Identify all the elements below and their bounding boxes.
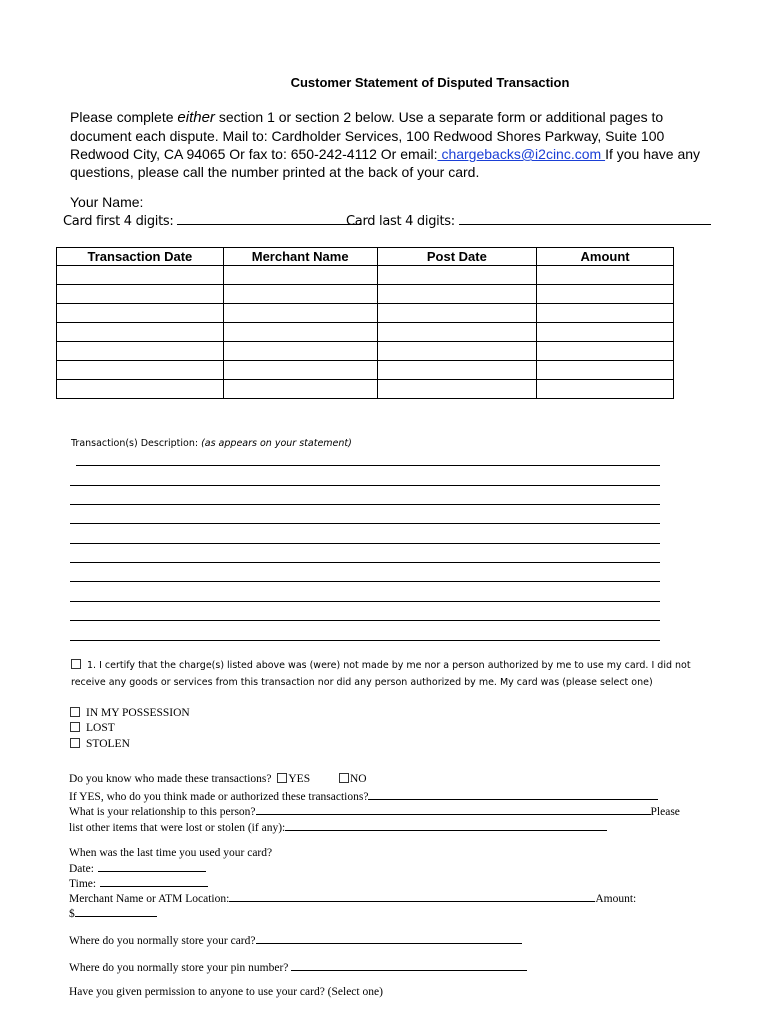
description-hint: (as appears on your statement) xyxy=(201,438,352,449)
description-line[interactable] xyxy=(76,465,660,466)
relationship-question: What is your relationship to this person? Please xyxy=(69,806,680,818)
list-other-question: list other items that were lost or stolen (if any): xyxy=(69,820,607,834)
store-pin-question: Where do you normally store your pin number? xyxy=(69,960,527,974)
table-cell[interactable] xyxy=(537,285,674,304)
table-cell[interactable] xyxy=(223,304,377,323)
description-line[interactable] xyxy=(70,485,660,486)
merchant-line[interactable] xyxy=(229,891,595,902)
date-line[interactable] xyxy=(98,861,206,872)
description-label: Transaction(s) Description: (as appears on your statement) xyxy=(71,438,352,449)
description-line[interactable] xyxy=(70,601,660,602)
your-name-label: Your Name: xyxy=(70,194,144,210)
header-transaction-date: Transaction Date xyxy=(57,248,224,266)
table-cell[interactable] xyxy=(57,323,224,342)
table-row xyxy=(57,361,674,380)
card-last-digits-field[interactable]: Card last 4 digits: xyxy=(346,212,711,229)
header-amount: Amount xyxy=(537,248,674,266)
description-line[interactable] xyxy=(70,620,660,621)
table-cell[interactable] xyxy=(377,323,537,342)
yes-checkbox[interactable] xyxy=(277,773,287,783)
certify-statement: 1. I certify that the charge(s) listed above was (were) not made by me nor a person authorized by me to use my card. I did not receive any goods or services from this transaction nor did any person authorized by me. My card was (please select one) xyxy=(71,660,691,688)
checkbox[interactable] xyxy=(70,738,80,748)
table-cell[interactable] xyxy=(377,304,537,323)
time-field: Time: xyxy=(69,876,208,890)
table-cell[interactable] xyxy=(537,266,674,285)
no-option[interactable]: NO xyxy=(339,773,367,785)
table-cell[interactable] xyxy=(57,304,224,323)
table-row xyxy=(57,380,674,399)
checkbox[interactable] xyxy=(70,707,80,717)
description-line[interactable] xyxy=(70,523,660,524)
store-card-question: Where do you normally store your card? xyxy=(69,933,522,947)
table-cell[interactable] xyxy=(223,285,377,304)
transactions-table xyxy=(56,247,674,399)
date-field: Date: xyxy=(69,861,206,875)
merchant-field: Merchant Name or ATM Location: Amount: xyxy=(69,893,637,905)
relationship-line[interactable] xyxy=(256,804,651,815)
description-line[interactable] xyxy=(70,504,660,505)
form-title: Customer Statement of Disputed Transaction xyxy=(290,75,570,90)
table-cell[interactable] xyxy=(537,323,674,342)
no-checkbox[interactable] xyxy=(339,773,349,783)
know-who-question: Do you know who made these transactions? YES xyxy=(69,773,311,785)
status-option-possession[interactable]: IN MY POSSESSION xyxy=(70,707,190,719)
intro-paragraph: Please complete either section 1 or section 2 below. Use a separate form or additional pages to document each dispute. Mail to: Cardholder Services, 100 Redwood Shores Parkway, Suite 100 Redwood City, CA 94065 Or fax to: 650-242-4112 Or email: chargebacks@i2cinc.com If you have any questions, please call the number printed at the back of your card. xyxy=(70,109,701,180)
description-line[interactable] xyxy=(70,581,660,582)
table-cell[interactable] xyxy=(223,361,377,380)
store-pin-line[interactable] xyxy=(291,960,527,971)
if-yes-line[interactable] xyxy=(368,789,658,800)
amount-field: $ xyxy=(69,906,157,920)
if-yes-question: If YES, who do you think made or authorized these transactions? xyxy=(69,789,658,803)
last-time-question: When was the last time you used your card? xyxy=(69,847,273,859)
table-row xyxy=(57,266,674,285)
header-post-date: Post Date xyxy=(377,248,537,266)
table-header-row xyxy=(57,248,674,266)
card-first-digits-line[interactable] xyxy=(177,212,361,225)
table-cell[interactable] xyxy=(57,361,224,380)
table-cell[interactable] xyxy=(57,380,224,399)
certify-checkbox[interactable] xyxy=(71,659,81,669)
table-row xyxy=(57,342,674,361)
table-row xyxy=(57,323,674,342)
description-line[interactable] xyxy=(70,640,660,641)
checkbox[interactable] xyxy=(70,722,80,732)
table-cell[interactable] xyxy=(537,304,674,323)
list-other-line[interactable] xyxy=(285,820,607,831)
table-cell[interactable] xyxy=(223,342,377,361)
card-last-digits-line[interactable] xyxy=(459,212,711,225)
table-cell[interactable] xyxy=(377,361,537,380)
header-merchant-name: Merchant Name xyxy=(223,248,377,266)
either-emphasis: either xyxy=(177,109,215,126)
store-card-line[interactable] xyxy=(256,933,522,944)
time-line[interactable] xyxy=(100,876,208,887)
table-cell[interactable] xyxy=(377,285,537,304)
table-row xyxy=(57,285,674,304)
status-option-stolen[interactable]: STOLEN xyxy=(70,738,130,750)
table-cell[interactable] xyxy=(377,342,537,361)
email-link[interactable]: chargebacks@i2cinc.com xyxy=(437,146,606,162)
table-cell[interactable] xyxy=(57,342,224,361)
description-line[interactable] xyxy=(70,543,660,544)
table-cell[interactable] xyxy=(223,380,377,399)
table-cell[interactable] xyxy=(377,380,537,399)
table-cell[interactable] xyxy=(57,266,224,285)
table-cell[interactable] xyxy=(537,342,674,361)
permission-question: Have you given permission to anyone to use your card? (Select one) xyxy=(69,986,383,998)
amount-line[interactable] xyxy=(75,906,157,917)
table-cell[interactable] xyxy=(537,380,674,399)
table-cell[interactable] xyxy=(377,266,537,285)
table-cell[interactable] xyxy=(223,323,377,342)
table-cell[interactable] xyxy=(537,361,674,380)
table-row xyxy=(57,304,674,323)
table-cell[interactable] xyxy=(223,266,377,285)
status-option-lost[interactable]: LOST xyxy=(70,722,115,734)
table-cell[interactable] xyxy=(57,285,224,304)
description-line[interactable] xyxy=(70,562,660,563)
card-first-digits-field[interactable]: Card first 4 digits: xyxy=(63,212,361,229)
